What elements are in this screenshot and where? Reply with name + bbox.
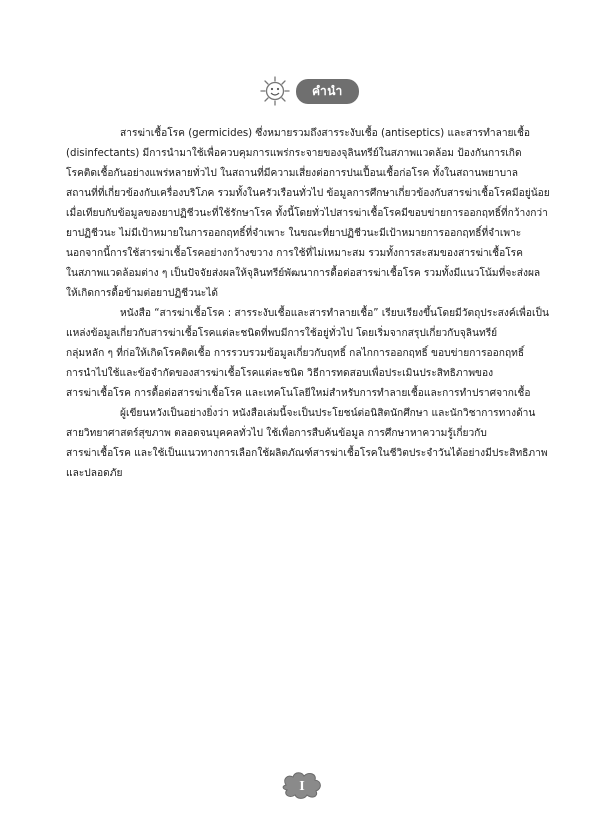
- preface-header: [260, 76, 359, 106]
- text-line: กลุ่มหลัก ๆ ที่ก่อให้เกิดโรคติดเชื้อ การรวบรวมข้อมูลเกี่ยวกับฤทธิ์ กลไกการออกฤทธิ์ ขอบข่ายการออกฤทธิ์: [66, 348, 525, 359]
- preface-body: [66, 124, 552, 484]
- text-line: ในสภาพแวดล้อมต่าง ๆ เป็นปัจจัยส่งผลให้จุลินทรีย์พัฒนาการดื้อต่อสารฆ่าเชื้อโรค รวมทั้งมีแนวโน้มที่จะส่งผล: [66, 268, 541, 279]
- page-title: คำนำ: [296, 79, 359, 104]
- text-line: ยาปฏิชีวนะ ไม่มีเป้าหมายในการออกฤทธิ์ที่จำเพาะ ในขณะที่ยาปฏิชีวนะมีเป้าหมายการออกฤทธิ์ที่จำเพาะ: [66, 228, 522, 239]
- text-line: และปลอดภัย: [66, 468, 123, 479]
- text-line: สารฆ่าเชื้อโรค (germicides) ซึ่งหมายรวมถึงสารระงับเชื้อ (antiseptics) และสารทำลายเชื้อ: [120, 128, 531, 139]
- text-line: สารฆ่าเชื้อโรค การดื้อต่อสารฆ่าเชื้อโรค และเทคโนโลยีใหม่สำหรับการทำลายเชื้อและการทำปราศจากเชื้อ: [66, 388, 531, 399]
- paragraph-3: [66, 404, 552, 484]
- paragraph-2: [66, 304, 552, 404]
- page-number: I: [299, 779, 305, 794]
- paragraph-1: [66, 124, 552, 304]
- text-line: ผู้เขียนหวังเป็นอย่างยิ่งว่า หนังสือเล่มนี้จะเป็นประโยชน์ต่อนิสิตนักศึกษา และนักวิชาการทางด้าน: [120, 408, 536, 419]
- text-line: โรคติดเชื้อกันอย่างแพร่หลายทั่วไป ในสถานที่มีความเสี่ยงต่อการปนเปื้อนเชื้อก่อโรค ทั้งในสถานพยาบาล: [66, 168, 519, 179]
- text-line: การนำไปใช้และข้อจำกัดของสารฆ่าเชื้อโรคแต่ละชนิด วิธีการทดสอบเพื่อประเมินประสิทธิภาพของ: [66, 368, 494, 379]
- text-line: สถานที่ที่เกี่ยวข้องกับเครื่องบริโภค รวมทั้งในครัวเรือนทั่วไป ข้อมูลการศึกษาเกี่ยวข้องกับสารฆ่าเชื้อโรคมีอยู่น้อย: [66, 188, 550, 199]
- text-line: ให้เกิดการดื้อข้ามต่อยาปฏิชีวนะได้: [66, 288, 218, 299]
- text-line: สายวิทยาศาสตร์สุขภาพ ตลอดจนบุคคลทั่วไป ใช้เพื่อการสืบค้นข้อมูล การศึกษาหาความรู้เกี่ยวกับ: [66, 428, 487, 439]
- text-line: หนังสือ “สารฆ่าเชื้อโรค : สารระงับเชื้อและสารทำลายเชื้อ” เรียบเรียงขึ้นโดยมีวัตถุประสงค์เพื่อเป็น: [120, 308, 549, 319]
- text-line: สารฆ่าเชื้อโรค และใช้เป็นแนวทางการเลือกใช้ผลิตภัณฑ์สารฆ่าเชื้อโรคในชีวิตประจำวันได้อย่างมีประสิทธิภาพ: [66, 448, 548, 459]
- text-line: นอกจากนี้การใช้สารฆ่าเชื้อโรคอย่างกว้างขวาง การใช้ที่ไม่เหมาะสม รวมทั้งการสะสมของสารฆ่าเชื้อโรค: [66, 248, 523, 259]
- text-line: แหล่งข้อมูลเกี่ยวกับสารฆ่าเชื้อโรคแต่ละชนิดที่พบมีการใช้อยู่ทั่วไป โดยเริ่มจากสรุปเกี่ยวกับจุลินทรีย์: [66, 328, 498, 339]
- sun-cartoon-icon: [260, 76, 290, 106]
- text-line: (disinfectants) มีการนำมาใช้เพื่อควบคุมการแพร่กระจายของจุลินทรีย์ในสภาพแวดล้อม ป้องกันการเกิด: [66, 148, 522, 159]
- page-number-badge: [280, 770, 324, 800]
- text-line: เมื่อเทียบกับข้อมูลของยาปฏิชีวนะที่ใช้รักษาโรค ทั้งนี้โดยทั่วไปสารฆ่าเชื้อโรคมีขอบข่ายการออกฤทธิ์ที่กว้างกว่า: [66, 208, 548, 219]
